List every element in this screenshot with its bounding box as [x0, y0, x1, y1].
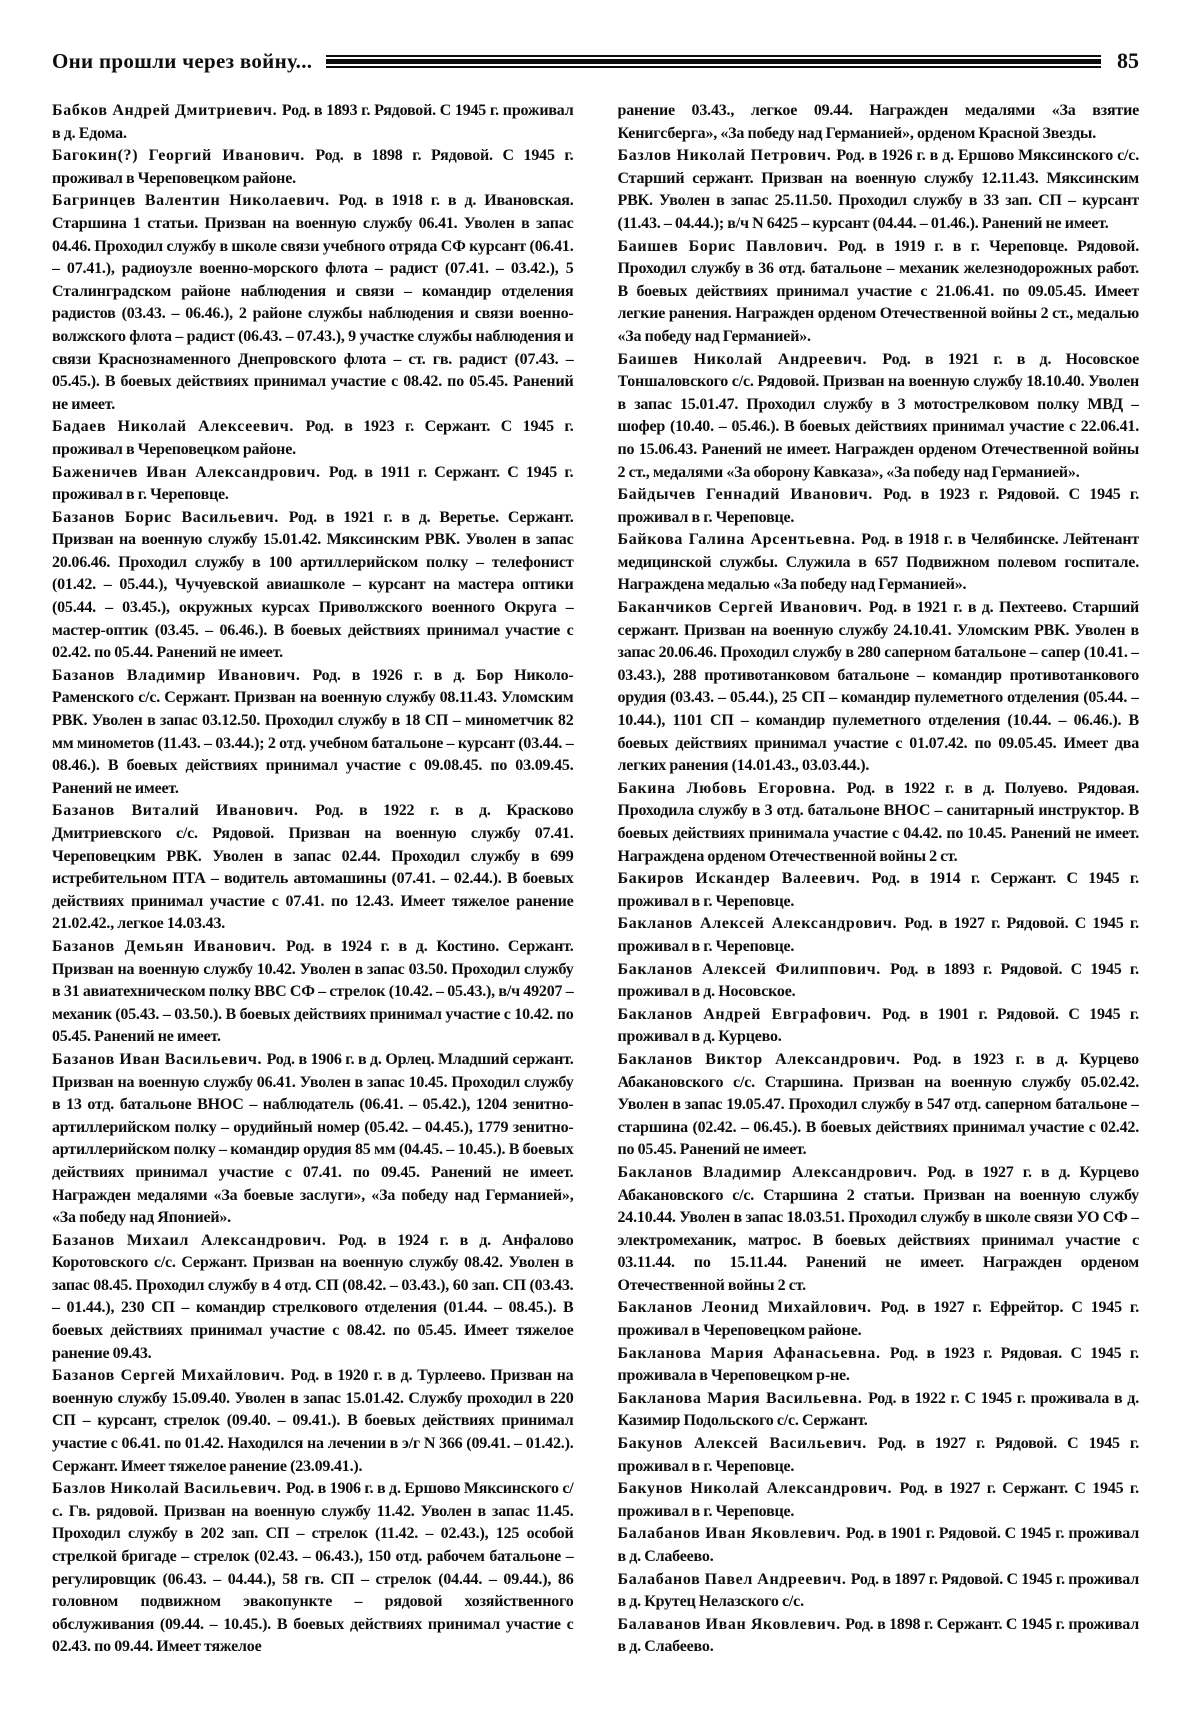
entry-text: Род. в 1927 г. Рядовой. С 1945 г. проживал в г. Череповце. — [617, 915, 1139, 955]
entry-text: Род. в 1918 г. в Челябинске. Лейтенант медицинской службы. Служила в 657 Подвижном полевом госпитале. Награждена медалью «За победу над Германией». — [617, 531, 1139, 594]
entry-text: Род. в 1922 г. в д. Красково Дмитриевского с/с. Рядовой. Призван на военную службу 07.41. Череповецким РВК. Уволен в запас 02.44. Проходил службу в 699 истребительном ПТА – водитель автомашины (07.41. – 02.44.). В боевых действиях принимал участие с 07.41. по 12.43. Имеет тяжелое ранение 21.02.42., легкое 14.03.43. — [52, 802, 574, 933]
entry-text: Род. в 1926 г. в д. Ершово Мяксинского с/с. Старший сержант. Призван на военную службу 12.11.43. Мяксинским РВК. Уволен в запас 25.11.50. Проходил службу в 33 зап. СП – курсант (11.43. – 04.44.); в/ч N 6425 – курсант (04.44. – 01.46.). Ранений не имеет. — [617, 147, 1139, 232]
page-number: 85 — [1117, 48, 1139, 73]
entry-text: Род. в 1901 г. Рядовой. С 1945 г. проживал в д. Курцево. — [617, 1005, 1139, 1046]
entry-text: Род. в 1906 г. в д. Ершово Мяксинского с/с. Гв. рядовой. Призван на военную службу 11.42. Уволен в запас 11.45. Проходил службу в 202 зап. СП – стрелок (11.42. – 02.43.), 125 особой стрелкой бригаде – стрелок (02.43. – 06.43.), 150 отд. рабочем батальоне – регулировщик (06.43. – 04.44.), 58 гв. СП – стрелок (04.44. – 09.44.), 86 головном подвижном эвакопункте – рядовой хозяйственного обслуживания (09.44. – 10.45.). В боевых действиях принимал участие с 02.43. по 09.44. Имеет тяжелое — [52, 1480, 574, 1656]
entry — [618, 913, 1140, 958]
entry-text: Род. в 1919 г. в г. Череповце. Рядовой. Проходил службу в 36 отд. батальоне – механик железнодорожных работ. В боевых действиях принимал участие с 21.06.41. по 09.05.45. Имеет легкие ранения. Награжден орденом Отечественной войны 2 ст., медалью «За победу над Германией». — [617, 237, 1139, 345]
entry-name: Базанов Сергей Михайлович. — [52, 1367, 291, 1385]
entry-name: Бакунов Николай Александрович. — [617, 1480, 900, 1498]
entry-name: Базанов Иван Васильевич. — [52, 1050, 267, 1068]
rule-bar-top — [326, 55, 1101, 57]
entry-text: Род. в 1924 г. в д. Костино. Сержант. Призван на военную службу 10.42. Уволен в запас 03.50. Проходил службу в 31 авиатехническом полку ВВС СФ – стрелок (10.42. – 05.43.), в/ч 49207 – механик (05.43. – 03.50.). В боевых действиях принимал участие с 10.42. по 05.45. Ранений не имеет. — [52, 937, 574, 1046]
entry — [52, 1230, 574, 1366]
entry-text: Род. в 1914 г. Сержант. С 1945 г. проживал в г. Череповце. — [617, 870, 1139, 910]
entry — [618, 597, 1140, 778]
entry-text: Род. в 1897 г. Рядовой. С 1945 г. проживал в д. Крутец Нелазского с/с. — [617, 1570, 1139, 1611]
entry-text: Род. в 1922 г. в д. Полуево. Рядовая. Проходила службу в 3 отд. батальоне ВНОС – санитарный инструктор. В боевых действиях принимала участие с 04.42. по 10.45. Ранений не имеет. Награждена орденом Отечественной войны 2 ст. — [617, 779, 1139, 865]
entry-text: Род. в 1927 г. Сержант. С 1945 г. проживал в г. Череповце. — [617, 1480, 1139, 1520]
entry — [618, 349, 1140, 485]
entry-text: Род. в 1920 г. в д. Турлеево. Призван на военную службу 15.09.40. Уволен в запас 15.01.42. Службу проходил в 220 СП – курсант, стрелок (09.40. – 09.41.). В боевых действиях принимал участие с 06.41. по 01.42. Находился на лечении в э/г N 366 (09.41. – 01.42.). Сержант. Имеет тяжелое ранение (23.09.41.). — [52, 1367, 574, 1475]
entry-name: Багокин(?) Георгий Иванович. — [52, 147, 316, 165]
entry-name: Баженичев Иван Александрович. — [52, 463, 329, 481]
entry — [52, 1478, 574, 1659]
entry-text: Род. в 1906 г. в д. Орлец. Младший сержант. Призван на военную службу 06.41. Уволен в запас 10.45. Проходил службу в 13 отд. батальоне ВНОС – наблюдатель (06.41. – 05.42.), 1204 зенитно-артиллерийском полку – орудийный номер (05.42. – 04.45.), 1779 зенитно-артиллерийском полку – командир орудия 85 мм (04.45. – 10.45.). В боевых действиях принимал участие с 07.41. по 09.45. Ранений не имеет. Награжден медалями «За боевые заслуги», «За победу над Германией», «За победу над Японией». — [52, 1050, 574, 1227]
entry — [52, 145, 574, 190]
entry — [618, 1162, 1140, 1298]
entry — [52, 665, 574, 801]
entry-name: Бакланов Андрей Евграфович. — [617, 1005, 882, 1023]
entry-name: Бадаев Николай Алексеевич. — [52, 418, 306, 436]
entry — [52, 1049, 574, 1230]
entry-name: Бакунов Алексей Васильевич. — [617, 1435, 878, 1453]
entry-text: Род. в 1921 г. в д. Веретье. Сержант. Призван на военную службу 15.01.42. Мяксинским РВК. Уволен в запас 20.06.46. Проходил службу в 100 артиллерийском полку – телефонист (01.42. – 05.44.), Чучуевской авиашколе – курсант на мастера оптики (05.44. – 03.45.), окружных курсах Приволжского военного Округа – мастер-оптик (03.45. – 06.46.). В боевых действиях принимал участие с 02.42. по 05.44. Ранений не имеет. — [52, 508, 574, 662]
entry — [618, 1049, 1140, 1162]
entry-name: Бакланов Леонид Михайлович. — [617, 1299, 881, 1317]
entry-name: Бакиров Искандер Валеевич. — [617, 870, 872, 888]
entry-name: Балабанов Павел Андреевич. — [617, 1570, 851, 1588]
entry-name: Балабанов Иван Яковлевич. — [617, 1525, 846, 1543]
entry-text: Род. в 1893 г. Рядовой. С 1945 г. проживал в д. Носовское. — [617, 960, 1139, 1001]
entry-name: Баишев Николай Андреевич. — [617, 350, 883, 368]
entry-text: Род. в 1927 г. Ефрейтор. С 1945 г. проживал в Череповецком районе. — [617, 1299, 1139, 1340]
entry-text: Род. в 1898 г. Рядовой. С 1945 г. проживал в Череповецком районе. — [52, 147, 574, 187]
entry — [618, 868, 1140, 913]
entry — [618, 1478, 1140, 1523]
entry-text: Род. в 1923 г. в д. Курцево Абакановского с/с. Старшина. Призван на военную службу 05.02.42. Уволен в запас 19.05.47. Проходил службу в 547 отд. саперном батальоне – старшина (02.42. – 06.45.). В боевых действиях принимал участие с 02.42. по 05.45. Ранений не имеет. — [617, 1050, 1139, 1159]
entry — [618, 778, 1140, 868]
rule-bar-middle — [326, 59, 1101, 64]
entry — [618, 1433, 1140, 1478]
entry-name: Бакланов Виктор Александрович. — [617, 1050, 913, 1068]
entry — [52, 462, 574, 507]
entry-text: Род. в 1921 г. в д. Пехтеево. Старший сержант. Призван на военную службу 24.10.41. Уломским РВК. Уволен в запас 20.06.46. Проходил службу в 280 саперном батальоне – сапер (10.41. – 03.43.), 288 противотанковом батальоне – командир противотанкового орудия (03.43. – 05.44.), 25 СП – командир пулеметного отделения (05.44. – 10.44.), 1101 СП – командир пулеметного отделения (10.44. – 06.46.). В боевых действиях принимал участие с 01.07.42. по 09.05.45. Имеет два легких ранения (14.01.43., 03.03.44.). — [617, 599, 1139, 775]
entry — [618, 1614, 1140, 1659]
column-right — [618, 100, 1140, 1680]
entry-name: Бакланов Владимир Александрович. — [617, 1163, 928, 1181]
entry — [618, 529, 1140, 597]
entry — [618, 1569, 1140, 1614]
entry — [618, 236, 1140, 349]
entry — [618, 484, 1140, 529]
entry-name: Багринцев Валентин Николаевич. — [52, 192, 339, 210]
entry-text: Род. в 1893 г. Рядовой. С 1945 г. проживал в д. Едома. — [52, 102, 574, 142]
entry-text: ранение 03.43., легкое 09.44. Награжден медалями «За взятие Кенигсберга», «За победу над Германией», орденом Красной Звезды. — [617, 102, 1139, 142]
entry-name: Бакланов Алексей Александрович. — [617, 915, 905, 933]
entry — [618, 1297, 1140, 1342]
entry-name: Базанов Михаил Александрович. — [52, 1231, 339, 1249]
entry — [52, 100, 574, 145]
entry — [618, 959, 1140, 1004]
entry-text: Род. в 1923 г. Сержант. С 1945 г. проживал в Череповецком районе. — [52, 418, 574, 458]
entry-text: Род. в 1927 г. Рядовой. С 1945 г. проживал в г. Череповце. — [617, 1435, 1139, 1475]
entry-name: Бакланова Мария Васильевна. — [617, 1389, 869, 1407]
entry-text: Род. в 1923 г. Рядовая. С 1945 г. проживала в Череповецком р-не. — [617, 1344, 1139, 1385]
rule-bar-bottom — [326, 66, 1101, 68]
entry — [52, 190, 574, 416]
column-left — [52, 100, 574, 1680]
entry — [618, 1004, 1140, 1049]
entry-name: Бакина Любовь Егоровна. — [617, 779, 847, 797]
entry-text: Род. в 1918 г. в д. Ивановская. Старшина 1 статьи. Призван на военную службу 06.41. Уволен в запас 04.46. Проходил службу в школе связи учебного отряда СФ курсант (06.41. – 07.41.), радиоузле военно-морского флота – радист (07.41. – 03.42.), 5 Сталинградском районе наблюдения и связи – командир отделения радистов (03.43. – 06.46.), 2 районе службы наблюдения и связи военно-волжского флота – радист (06.43. – 07.43.), 9 участке службы наблюдения и связи Краснознаменного Днепровского флота – ст. гв. радист (07.43. – 05.45.). В боевых действиях принимал участие с 08.42. по 05.45. Ранений не имеет. — [52, 192, 574, 413]
entry-name: Базанов Борис Васильевич. — [52, 508, 289, 526]
entry-text: Род. в 1926 г. в д. Бор Николо-Раменского с/с. Сержант. Призван на военную службу 08.11.43. Уломским РВК. Уволен в запас 03.12.50. Проходил службу в 18 СП – минометчик 82 мм минометов (11.43. – 03.44.); 2 отд. учебном батальоне – курсант (03.44. – 08.46.). В боевых действиях принимал участие с 09.08.45. по 03.09.45. Ранений не имеет. — [52, 666, 574, 797]
entry — [618, 145, 1140, 235]
entry-text: Род. в 1927 г. в д. Курцево Абакановского с/с. Старшина 2 статьи. Призван на военную службу 24.10.44. Уволен в запас 18.03.51. Проходил службу в школе связи УО СФ – электромеханик, матрос. В боевых действиях принимал участие с 03.11.44. по 15.11.44. Ранений не имеет. Награжден орденом Отечественной войны 2 ст. — [617, 1163, 1139, 1294]
entry-name: Байкова Галина Арсентьевна. — [617, 531, 862, 549]
entry — [52, 507, 574, 665]
entry — [52, 1365, 574, 1478]
entry-name: Бакланова Мария Афанасьевна. — [617, 1344, 890, 1362]
header-rule — [326, 55, 1101, 68]
entry-name: Базанов Владимир Иванович. — [52, 666, 313, 684]
entry-text: Род. в 1923 г. Рядовой. С 1945 г. проживал в г. Череповце. — [617, 486, 1139, 526]
entry-name: Баканчиков Сергей Иванович. — [617, 599, 869, 617]
entry-name: Балаванов Иван Яковлевич. — [617, 1615, 846, 1633]
entry-name: Базлов Николай Васильевич. — [52, 1480, 286, 1498]
entry-text: Род. в 1924 г. в д. Анфалово Коротовского с/с. Сержант. Призван на военную службу 08.42. Уволен в запас 08.45. Проходил службу в 4 отд. СП (08.42. – 03.43.), 60 зап. СП (03.43. – 01.44.), 230 СП – командир стрелкового отделения (01.44. – 08.45.). В боевых действиях принимал участие с 08.42. по 05.45. Имеет тяжелое ранение 09.43. — [52, 1231, 574, 1362]
entry — [52, 416, 574, 461]
entry-name: Баишев Борис Павлович. — [617, 237, 839, 255]
entry-name: Бакланов Алексей Филиппович. — [617, 960, 891, 978]
entry-text: Род. в 1921 г. в д. Носовское Тоншаловского с/с. Рядовой. Призван на военную службу 18.10.40. Уволен в запас 15.01.47. Проходил службу в 3 мотострелковом полку МВД – шофер (10.40. – 05.46.). В боевых действиях принимал участие с 22.06.41. по 15.06.43. Ранений не имеет. Награжден орденом Отечественной войны 2 ст., медалями «За оборону Кавказа», «За победу над Германией». — [617, 350, 1139, 481]
entry-text: Род. в 1922 г. С 1945 г. проживала в д. Казимир Подольского с/с. Сержант. — [617, 1389, 1139, 1430]
entry — [618, 1388, 1140, 1433]
entry — [52, 936, 574, 1049]
entry — [618, 1343, 1140, 1388]
entry-name: Бабков Андрей Дмитриевич. — [52, 102, 282, 119]
entry — [618, 100, 1140, 145]
entry-name: Байдычев Геннадий Иванович. — [617, 486, 884, 504]
entry — [618, 1523, 1140, 1568]
entry-text: Род. в 1901 г. Рядовой. С 1945 г. проживал в д. Слабеево. — [617, 1525, 1139, 1565]
entry-text: Род. в 1898 г. Сержант. С 1945 г. проживал в д. Слабеево. — [617, 1615, 1139, 1656]
text-columns — [52, 100, 1139, 1680]
entry-name: Базанов Виталий Иванович. — [52, 802, 316, 820]
entry-name: Базанов Демьян Иванович. — [52, 937, 287, 955]
entry-text: Род. в 1911 г. Сержант. С 1945 г. проживал в г. Череповце. — [52, 463, 574, 504]
entry — [52, 800, 574, 936]
page-title: Они прошли через войну... — [52, 48, 313, 73]
page-header — [52, 44, 1139, 78]
entry-name: Базлов Николай Петрович. — [617, 147, 837, 165]
